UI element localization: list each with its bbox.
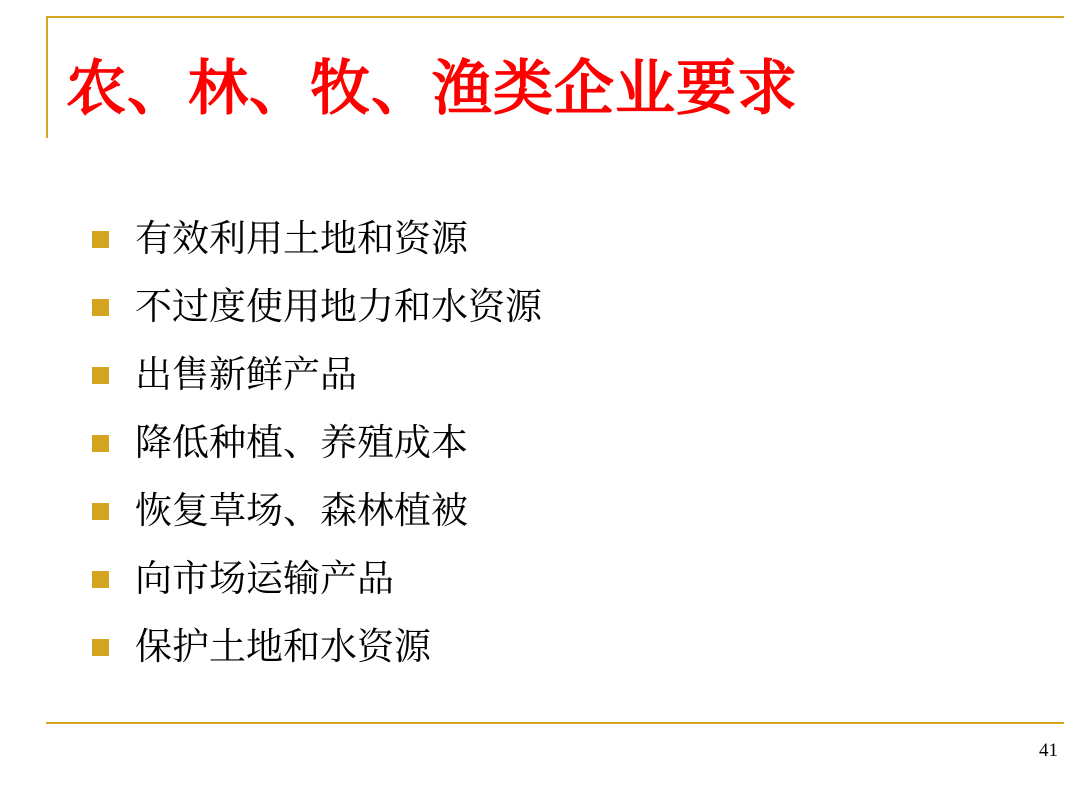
bullet-list xyxy=(92,205,992,681)
list-item-label: 不过度使用地力和水资源 xyxy=(135,284,542,328)
list-item-label: 保护土地和水资源 xyxy=(135,624,431,668)
list-item xyxy=(92,205,992,273)
page-title: 农、林、牧、渔类企业要求 xyxy=(66,54,798,124)
square-bullet-icon xyxy=(92,503,109,520)
square-bullet-icon xyxy=(92,367,109,384)
left-accent-bar xyxy=(46,16,48,138)
list-item xyxy=(92,409,992,477)
square-bullet-icon xyxy=(92,231,109,248)
list-item-label: 恢复草场、森林植被 xyxy=(135,488,468,532)
square-bullet-icon xyxy=(92,435,109,452)
square-bullet-icon xyxy=(92,299,109,316)
list-item xyxy=(92,545,992,613)
page-number: 41 xyxy=(1039,740,1058,761)
list-item xyxy=(92,341,992,409)
list-item xyxy=(92,273,992,341)
list-item-label: 出售新鲜产品 xyxy=(135,352,357,396)
list-item-label: 降低种植、养殖成本 xyxy=(135,420,468,464)
top-divider xyxy=(46,16,1064,18)
square-bullet-icon xyxy=(92,571,109,588)
list-item xyxy=(92,613,992,681)
list-item-label: 有效利用土地和资源 xyxy=(135,216,468,260)
list-item-label: 向市场运输产品 xyxy=(135,556,394,600)
square-bullet-icon xyxy=(92,639,109,656)
bottom-divider xyxy=(46,722,1064,724)
list-item xyxy=(92,477,992,545)
